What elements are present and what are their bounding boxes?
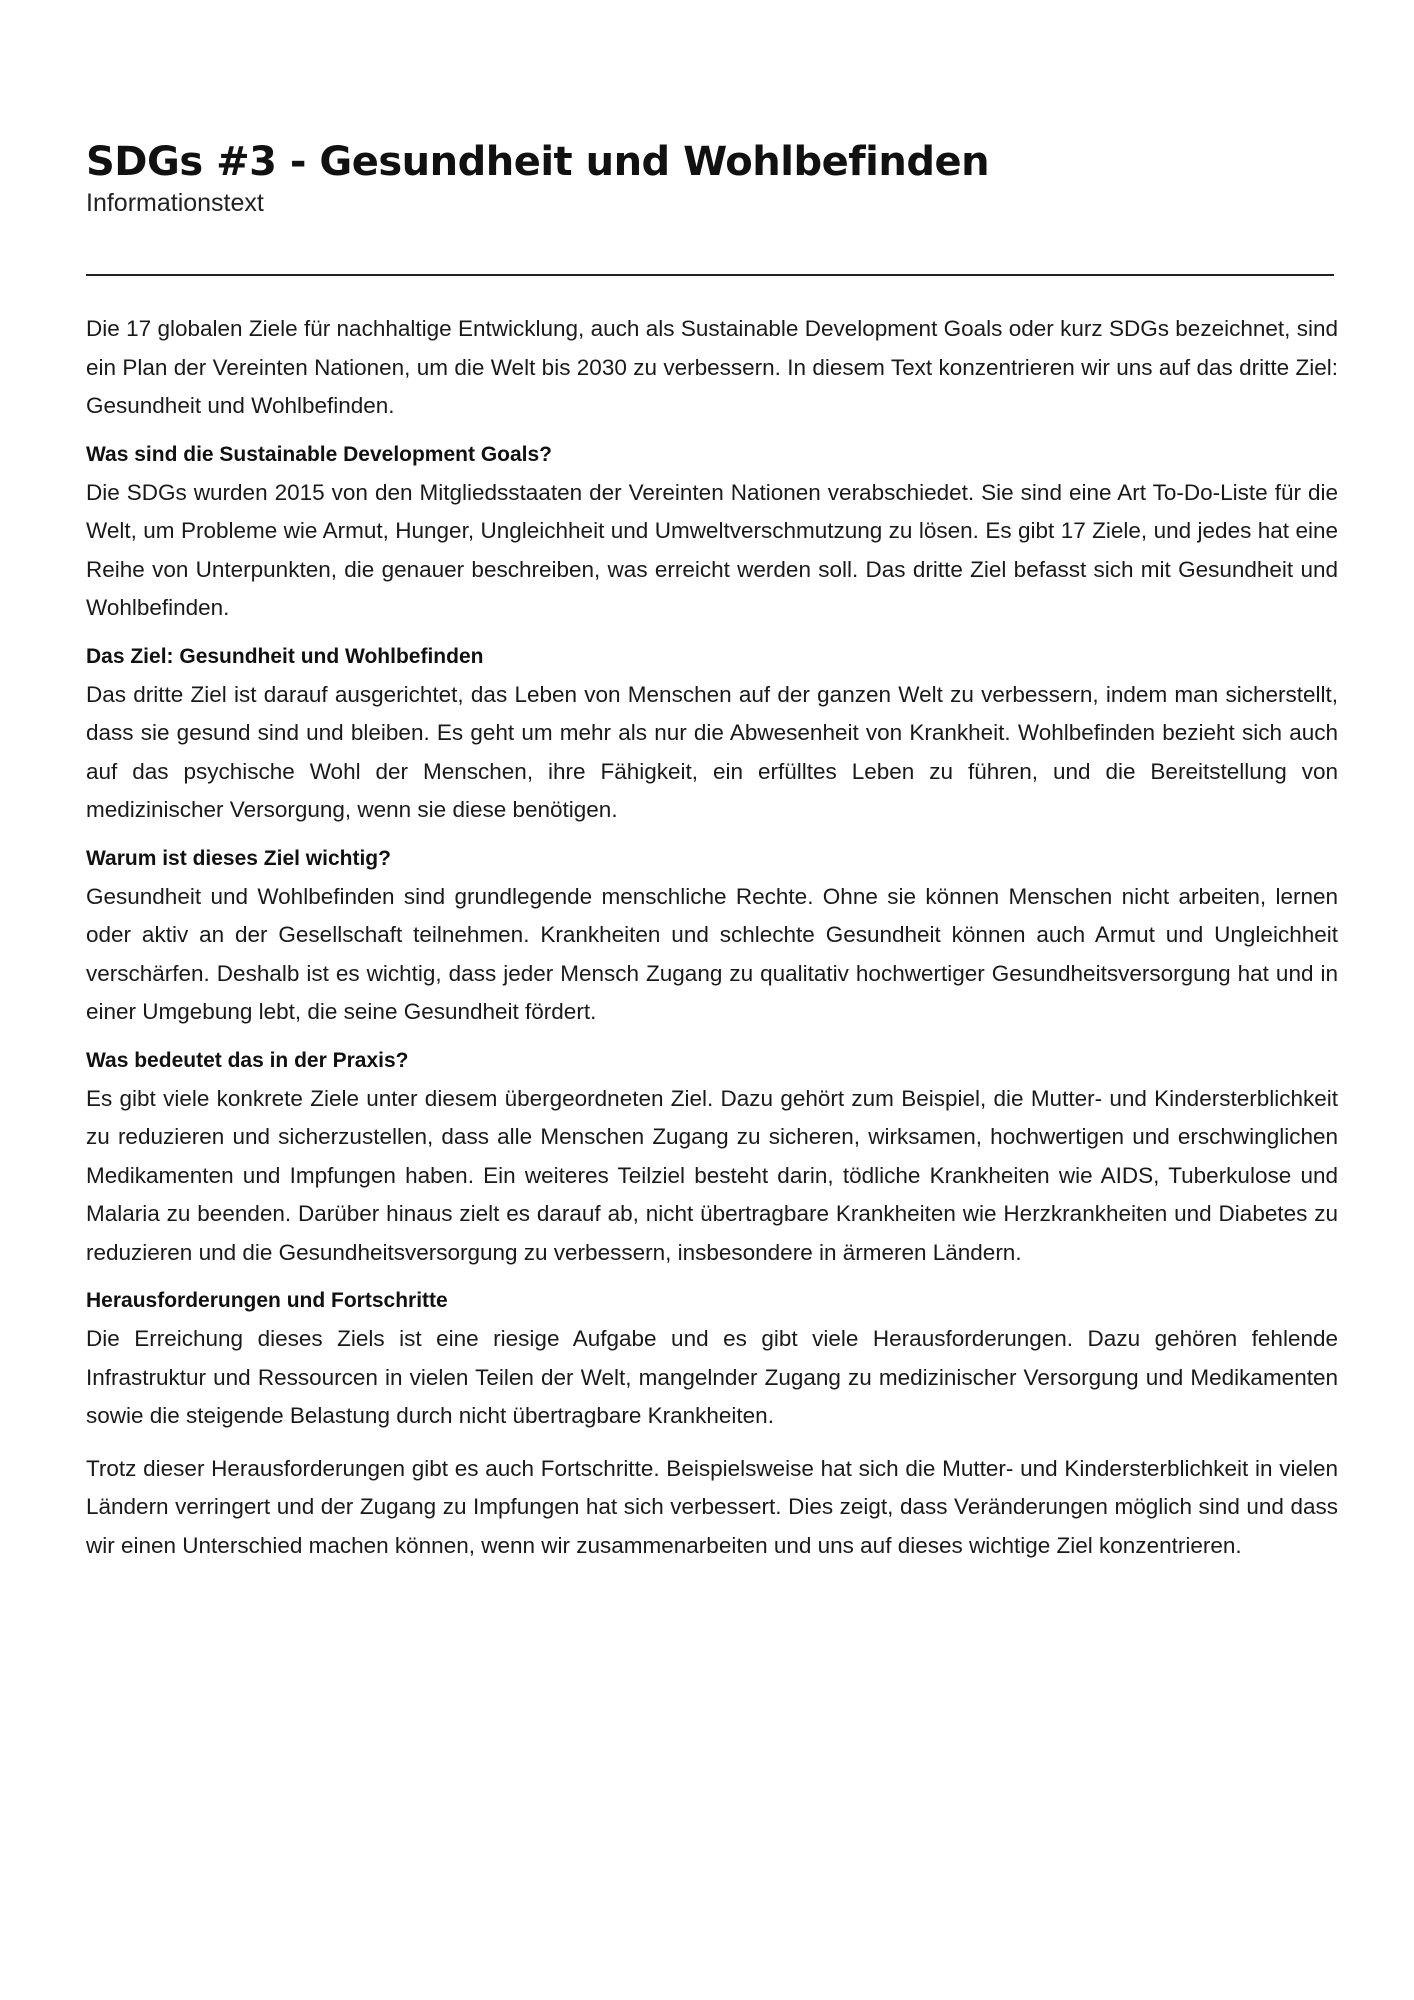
document-page — [86, 138, 1338, 1565]
section-paragraph: Gesundheit und Wohlbefinden sind grundlegende menschliche Rechte. Ohne sie können Menschen nicht arbeiten, lernen oder aktiv an der Gesellschaft teilnehmen. Krankheiten und schlechte Gesundheit können auch Armut und Ungleichheit verschärfen. Deshalb ist es wichtig, dass jeder Mensch Zugang zu qualitativ hochwertiger Gesundheitsversorgung hat und in einer Umgebung lebt, die seine Gesundheit fördert. — [86, 883, 1338, 1024]
section-paragraph: Die Erreichung dieses Ziels ist eine riesige Aufgabe und es gibt viele Herausforderungen. Dazu gehören fehlende Infrastruktur und Ressourcen in vielen Teilen der Welt, mangelnder Zugang zu medizinischer Versorgung und Medikamenten sowie die steigende Belastung durch nicht übertragbare Krankheiten. — [86, 1326, 1338, 1428]
page-title: SDGs #3 - Gesundheit und Wohlbefinden — [86, 139, 990, 185]
section-heading: Das Ziel: Gesundheit und Wohlbefinden — [86, 644, 484, 668]
section-paragraph: Es gibt viele konkrete Ziele unter diesem übergeordneten Ziel. Dazu gehört zum Beispiel, die Mutter- und Kindersterblichkeit zu reduzieren und sicherzustellen, dass alle Menschen Zugang zu sicheren, wirksamen, hochwertigen und erschwinglichen Medikamenten und Impfungen haben. Ein weiteres Teilziel besteht darin, tödliche Krankheiten wie AIDS, Tuberkulose und Malaria zu beenden. Darüber hinaus zielt es darauf ab, nicht übertragbare Krankheiten wie Herzkrankheiten und Diabetes zu reduzieren und die Gesundheitsversorgung zu verbessern, insbesondere in ärmeren Ländern. — [86, 1085, 1338, 1265]
section-paragraph: Die SDGs wurden 2015 von den Mitgliedsstaaten der Vereinten Nationen verabschiedet. Sie sind eine Art To-Do-Liste für die Welt, um Probleme wie Armut, Hunger, Ungleichheit und Umweltverschmutzung zu lösen. Es gibt 17 Ziele, und jedes hat eine Reihe von Unterpunkten, die genauer beschreiben, was erreicht werden soll. Das dritte Ziel befasst sich mit Gesundheit und Wohlbefinden. — [86, 479, 1338, 620]
section-heading: Herausforderungen und Fortschritte — [86, 1289, 448, 1312]
section-paragraph: Das dritte Ziel ist darauf ausgerichtet, das Leben von Menschen auf der ganzen Welt zu verbessern, indem man sicherstellt, dass sie gesund sind und bleiben. Es geht um mehr als nur die Abwesenheit von Krankheit. Wohlbefinden bezieht sich auch auf das psychische Wohl der Menschen, ihre Fähigkeit, ein erfülltes Leben zu führen, und die Bereitstellung von medizinischer Versorgung, wenn sie diese benötigen. — [86, 681, 1338, 822]
header-divider — [86, 274, 1334, 276]
section-heading: Was sind die Sustainable Development Goals? — [86, 442, 552, 466]
section-paragraph: Trotz dieser Herausforderungen gibt es auch Fortschritte. Beispielsweise hat sich die Mutter- und Kindersterblichkeit in vielen Ländern verringert und der Zugang zu Impfungen hat sich verbessert. Dies zeigt, dass Veränderungen möglich sind und dass wir einen Unterschied machen können, wenn wir zusammenarbeiten und uns auf dieses wichtige Ziel konzentrieren. — [86, 1455, 1338, 1558]
intro-paragraph: Die 17 globalen Ziele für nachhaltige Entwicklung, auch als Sustainable Development Goals oder kurz SDGs bezeichnet, sind ein Plan der Vereinten Nationen, um die Welt bis 2030 zu verbessern. In diesem Text konzentrieren wir uns auf das dritte Ziel: Gesundheit und Wohlbefinden. — [86, 316, 1338, 418]
section-heading: Warum ist dieses Ziel wichtig? — [86, 846, 391, 870]
document-body — [86, 310, 1338, 1565]
section-heading: Was bedeutet das in der Praxis? — [86, 1048, 409, 1072]
page-subtitle: Informationstext — [86, 189, 264, 217]
